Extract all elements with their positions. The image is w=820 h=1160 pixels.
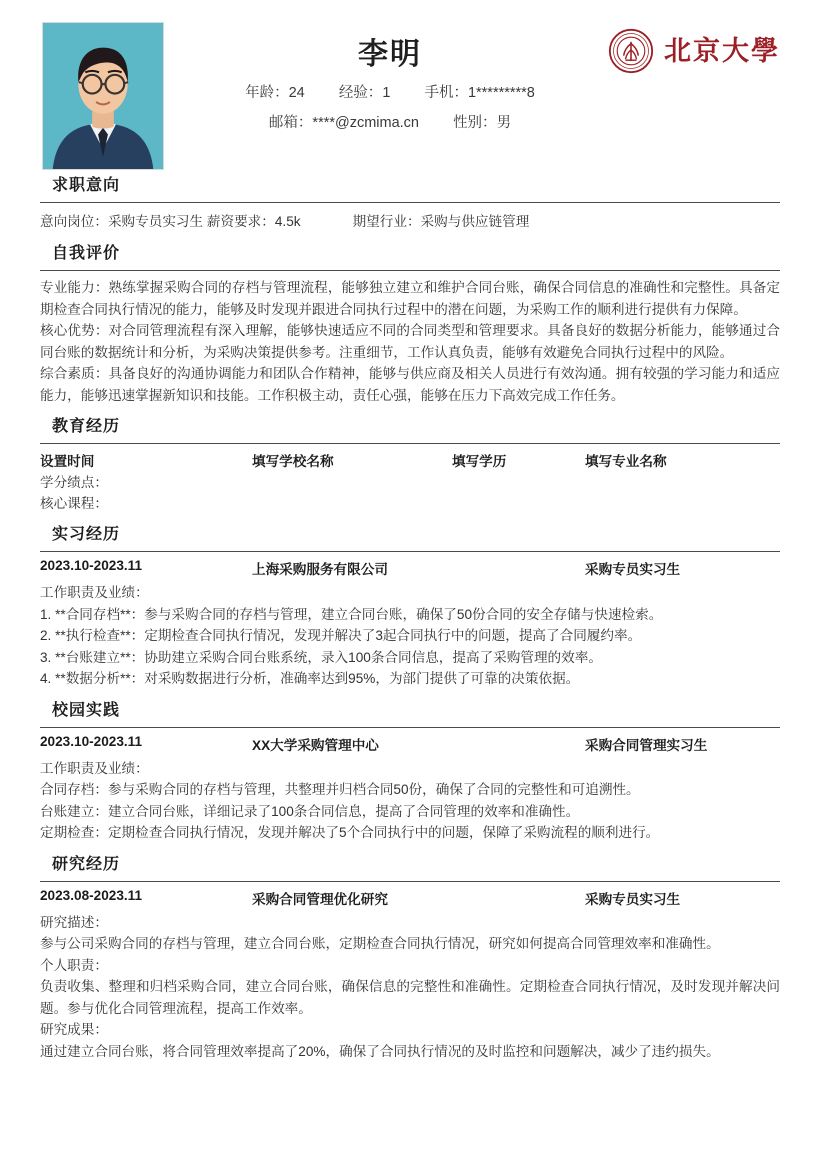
section-campus-practice — [40, 698, 780, 844]
section-title-education: 教育经历 — [52, 418, 121, 435]
intent-salary-label: 薪资要求： — [206, 214, 275, 229]
intent-position-label: 意向岗位： — [40, 214, 108, 229]
internship-date: 2023.10-2023.11 — [40, 558, 143, 573]
email-value: ****@zcmima.cn — [312, 115, 419, 131]
section-divider — [40, 443, 780, 444]
internship-role: 采购专员实习生 — [585, 562, 681, 577]
email-field — [269, 108, 419, 138]
campus-bullet: 合同存档：参与采购合同的存档与管理，共整理并归档合同50份，确保了合同的完整性和可追溯性。 — [40, 782, 640, 797]
meta-row-1 — [190, 78, 590, 108]
internship-bullet: 2. **执行检查**：定期检查合同执行情况，发现并解决了3起合同执行中的问题，提高了合同履约率。 — [40, 628, 642, 643]
avatar — [42, 22, 164, 170]
email-label: 邮箱： — [268, 115, 313, 131]
section-divider — [40, 202, 780, 203]
research-result-label: 研究成果： — [40, 1022, 108, 1037]
internship-duties-label: 工作职责及业绩： — [40, 585, 149, 600]
education-col-school: 填写学校名称 — [252, 454, 334, 469]
phone-field — [424, 78, 534, 108]
experience-field — [339, 78, 391, 108]
school-logo — [608, 28, 780, 74]
phone-label: 手机： — [424, 85, 468, 101]
paragraph: 专业能力：熟练掌握采购合同的存档与管理流程，能够独立建立和维护合同台账，确保合同信息的准确性和完整性。具备定期检查合同执行情况的能力，能够及时发现并跟进合同执行过程中的潜在问题，为采购工作的顺利进行提供有力保障。 — [40, 280, 780, 317]
campus-bullet: 定期检查：定期检查合同执行情况，发现并解决了5个合同执行中的问题，保障了采购流程的顺利进行。 — [40, 825, 660, 840]
campus-role: 采购合同管理实习生 — [585, 737, 708, 753]
school-name: 北京大學 — [664, 35, 780, 67]
experience-label: 经验： — [338, 85, 383, 101]
section-research — [40, 852, 780, 1063]
research-entry-header — [40, 888, 780, 912]
education-col-major: 填写专业名称 — [585, 454, 667, 469]
internship-bullet: 4. **数据分析**：对采购数据进行分析，准确率达到95%，为部门提供了可靠的决策依据。 — [40, 671, 580, 686]
education-courses-label: 核心课程： — [40, 496, 108, 511]
meta-row-2 — [190, 108, 590, 138]
campus-entry-header — [40, 734, 780, 758]
phone-value: 1*********8 — [467, 85, 535, 101]
section-job-intent — [40, 173, 780, 233]
research-topic: 采购合同管理优化研究 — [252, 891, 388, 907]
paragraph: 核心优势：对合同管理流程有深入理解，能够快速适应不同的合同类型和管理要求。具备良好的数据分析能力，能够通过合同台账的数据统计和分析，为采购决策提供参考。注重细节，工作认真负责，能够有效避免合同执行过程中的风险。 — [40, 323, 780, 360]
section-title-job-intent: 求职意向 — [52, 177, 121, 194]
internship-bullet: 3. **台账建立**：协助建立采购合同台账系统，录入100条合同信息，提高了采购管理的效率。 — [40, 649, 602, 665]
profile-photo-illustration — [43, 23, 163, 169]
internship-organization: 上海采购服务有限公司 — [252, 562, 388, 577]
intent-position-value: 采购专员实习生 — [107, 214, 204, 229]
section-divider — [40, 270, 780, 271]
education-col-time: 设置时间 — [40, 454, 95, 469]
intent-industry-value: 采购与供应链管理 — [420, 214, 530, 229]
section-divider — [40, 727, 780, 728]
peking-university-crest-icon — [608, 28, 654, 74]
section-divider — [40, 881, 780, 882]
section-self-evaluation — [40, 241, 780, 406]
section-divider — [40, 551, 780, 552]
campus-bullet: 台账建立：建立合同台账，详细记录了100条合同信息，提高了合同管理的效率和准确性。 — [40, 803, 580, 819]
age-value: 24 — [288, 85, 305, 101]
research-desc-label: 研究描述： — [40, 914, 108, 930]
intent-salary-value: 4.5k — [274, 214, 301, 229]
campus-date: 2023.10-2023.11 — [40, 733, 143, 749]
education-column-headers — [40, 450, 780, 472]
job-intent-row — [40, 209, 780, 233]
internship-entry-header — [40, 558, 780, 582]
self-evaluation-body — [40, 277, 780, 406]
section-title-internship: 实习经历 — [52, 526, 121, 543]
identity-block — [190, 32, 590, 138]
gender-value: 男 — [496, 115, 512, 131]
education-gpa-label: 学分绩点： — [40, 475, 108, 490]
gender-field — [453, 108, 511, 138]
internship-bullet: 1. **合同存档**：参与采购合同的存档与管理，建立合同台账，确保了50份合同的安全存储与快速检索。 — [40, 606, 663, 622]
research-date: 2023.08-2023.11 — [40, 887, 143, 903]
campus-organization: XX大学采购管理中心 — [252, 737, 379, 753]
experience-value: 1 — [382, 85, 391, 101]
section-title-campus-practice: 校园实践 — [52, 701, 121, 719]
research-result-text: 通过建立合同台账，将合同管理效率提高了20%，确保了合同执行情况的及时监控和问题解决，减少了违约损失。 — [40, 1043, 720, 1059]
research-desc-text: 参与公司采购合同的存档与管理，建立合同台账，定期检查合同执行情况，研究如何提高合同管理效率和准确性。 — [40, 936, 720, 951]
age-field — [245, 78, 305, 108]
research-duty-label: 个人职责： — [40, 957, 108, 973]
section-internship — [40, 522, 780, 690]
section-title-self-evaluation: 自我评价 — [52, 245, 121, 262]
page-title: 李明 — [358, 38, 422, 71]
campus-duties-label: 工作职责及业绩： — [40, 760, 149, 776]
section-education — [40, 414, 780, 514]
resume-header — [40, 0, 780, 165]
section-title-research: 研究经历 — [52, 855, 121, 873]
education-col-degree: 填写学历 — [452, 454, 507, 469]
research-role: 采购专员实习生 — [585, 891, 681, 907]
age-label: 年龄： — [245, 85, 289, 101]
paragraph: 综合素质：具备良好的沟通协调能力和团队合作精神，能够与供应商及相关人员进行有效沟通。拥有较强的学习能力和适应能力，能够迅速掌握新知识和技能。工作积极主动，责任心强，能够在压力下高效完成工作任务。 — [40, 366, 780, 403]
research-duty-text: 负责收集、整理和归档采购合同，建立合同台账，确保信息的完整性和准确性。定期检查合同执行情况，及时发现并解决问题。参与优化合同管理流程，提高工作效率。 — [40, 979, 780, 1016]
gender-label: 性别： — [453, 115, 497, 131]
intent-industry-label: 期望行业： — [352, 214, 421, 229]
